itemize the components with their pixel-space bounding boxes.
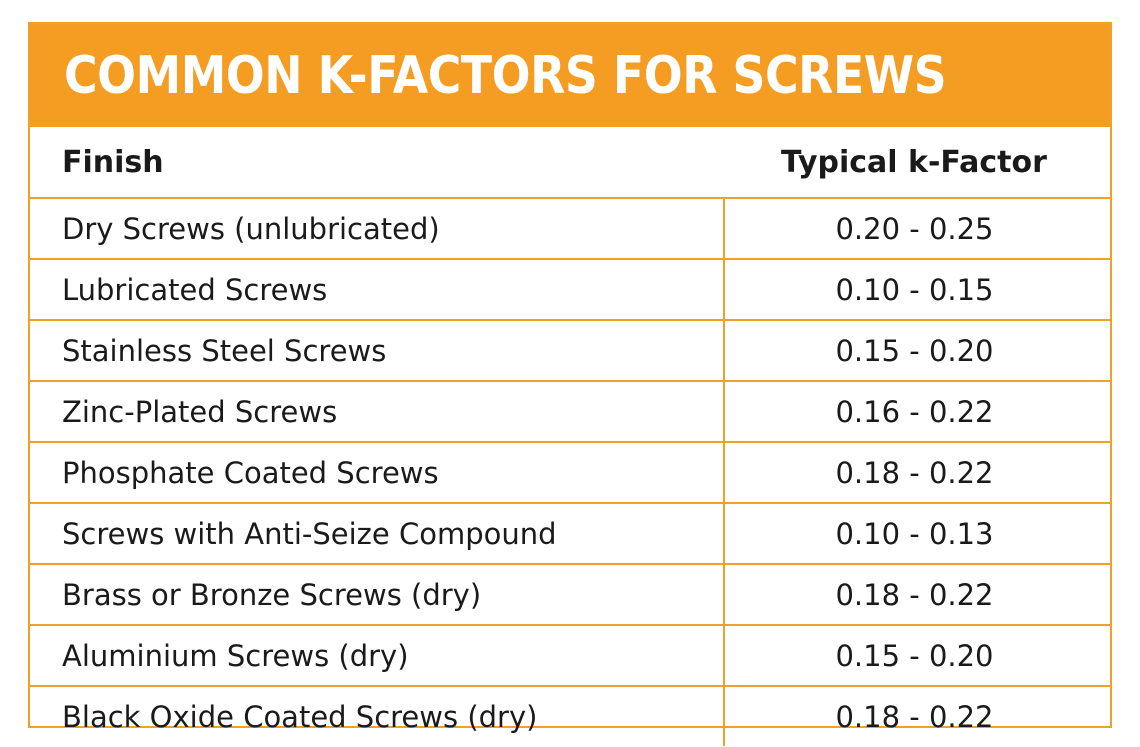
table-body [30,198,1110,746]
cell-finish: Dry Screws (unlubricated) [30,198,724,259]
cell-kfactor: 0.18 - 0.22 [835,699,994,734]
cell-finish: Lubricated Screws [30,259,724,320]
page-title: COMMON K-FACTORS FOR SCREWS [64,45,947,106]
cell-finish: Aluminium Screws (dry) [30,625,724,686]
cell-kfactor: 0.10 - 0.15 [724,259,1110,320]
cell-finish: Zinc-Plated Screws [30,381,724,442]
cell-finish: Stainless Steel Screws [30,320,724,381]
cell-finish: Brass or Bronze Screws (dry) [30,564,724,625]
cell-finish: Black Oxide Coated Screws (dry) [30,686,724,746]
table-row [30,564,1110,625]
table-row [30,503,1110,564]
kfactor-table-card [28,22,1112,734]
cell-finish: Screws with Anti-Seize Compound [30,503,724,564]
title-bar [30,24,1110,127]
cell-kfactor: 0.18 - 0.22 [724,442,1110,503]
column-header-kfactor: Typical k-Factor [724,127,1110,198]
column-header-finish: Finish [30,127,724,198]
table-header [30,127,1110,198]
cell-kfactor: 0.15 - 0.20 [724,320,1110,381]
table-row [30,320,1110,381]
table-header-row [30,127,1110,198]
cell-kfactor: 0.16 - 0.22 [724,381,1110,442]
table-row [30,442,1110,503]
cell-kfactor: 0.10 - 0.13 [724,503,1110,564]
table-row [30,259,1110,320]
cell-kfactor: 0.15 - 0.20 [724,625,1110,686]
cell-kfactor: 0.20 - 0.25 [724,198,1110,259]
cell-kfactor: 0.18 - 0.22 [724,564,1110,625]
table-row [30,686,1110,746]
cell-finish: Phosphate Coated Screws [30,442,724,503]
table-row [30,198,1110,259]
kfactor-table [30,127,1110,746]
table-row [30,381,1110,442]
table-row [30,625,1110,686]
